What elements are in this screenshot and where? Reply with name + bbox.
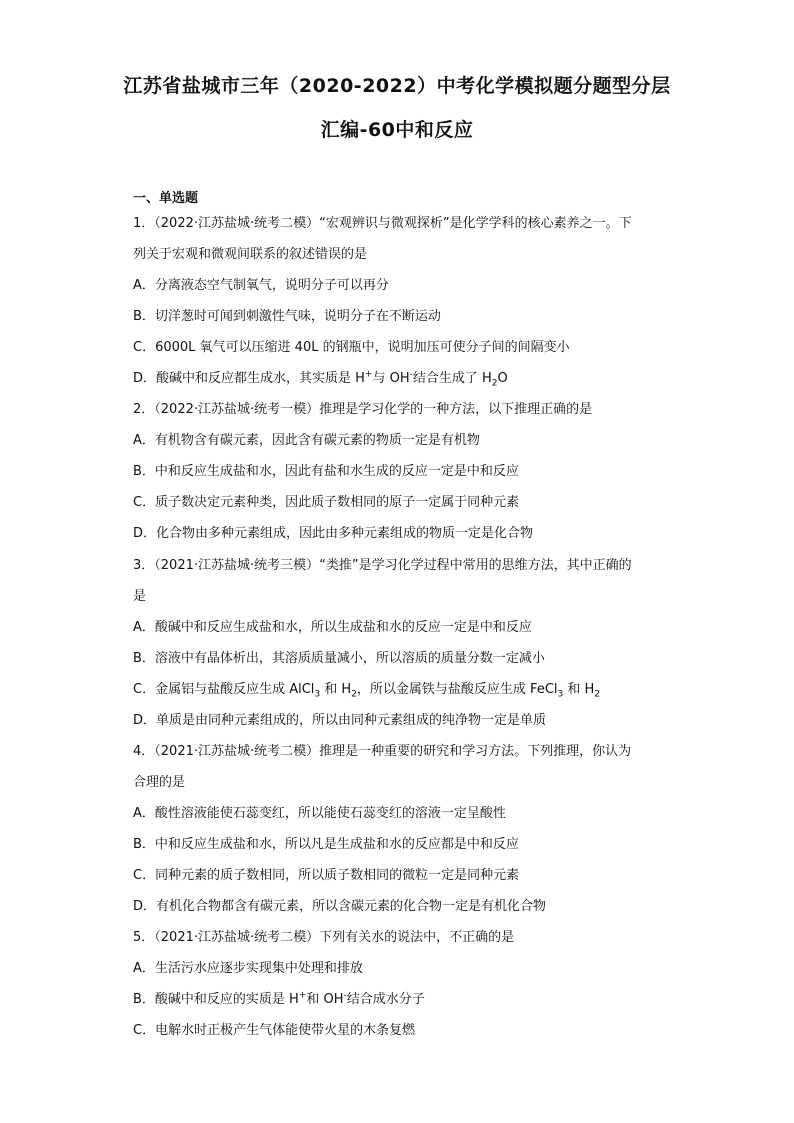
q3-c-mid: 和 H <box>320 682 352 697</box>
document-title-line2: 汇编-60中和反应 <box>320 119 474 141</box>
q2-stem: 2．（2022·江苏盐城·统考一模）推理是学习化学的一种方法，以下推理正确的是 <box>133 402 593 417</box>
section-heading: 一、单选题 <box>133 191 199 206</box>
q2-option-a: A．有机物含有碳元素，因此含有碳元素的物质一定是有机物 <box>133 433 480 448</box>
q2-option-b: B．中和反应生成盐和水，因此有盐和水生成的反应一定是中和反应 <box>133 464 519 479</box>
q3-c-sub4: 2 <box>594 689 601 700</box>
q4-option-c: C．同种元素的质子数相同，所以质子数相同的微粒一定是同种元素 <box>133 868 520 883</box>
q4-option-d: D．有机化合物都含有碳元素，所以含碳元素的化合物一定是有机化合物 <box>133 899 547 914</box>
q3-c-sub3: 3 <box>557 689 564 700</box>
q3-c-sub2: 2 <box>351 689 357 700</box>
q1-d-end: O <box>497 371 508 386</box>
q1-d-pre: D．酸碱中和反应都生成水，其实质是 H <box>133 371 365 386</box>
q1-d-minus: - <box>409 369 413 380</box>
q3-stem-line1: 3．（2021·江苏盐城·统考三模）“类推”是学习化学过程中常用的思维方法，其中正确的 <box>133 558 632 573</box>
q3-stem-line2: 是 <box>133 589 147 604</box>
q3-c-sub1: 3 <box>314 689 321 700</box>
q3-c-mid2: ，所以金属铁与盐酸反应生成 FeCl <box>356 682 558 697</box>
q5-b-plus: + <box>298 990 307 1001</box>
q1-option-d <box>133 367 508 389</box>
q4-option-b: B．中和反应生成盐和水，所以凡是生成盐和水的反应都是中和反应 <box>133 837 519 852</box>
q1-stem-line1: 1．（2022·江苏盐城·统考二模）“宏观辨识与微观探析”是化学学科的核心素养之一。下 <box>133 216 632 231</box>
q3-c-pre: C．金属铝与盐酸反应生成 AlCl <box>133 682 315 697</box>
q1-d-mid: 与 OH <box>372 371 410 386</box>
q3-option-a: A．酸碱中和反应生成盐和水，所以生成盐和水的反应一定是中和反应 <box>133 620 532 635</box>
q4-stem-line1: 4．（2021·江苏盐城·统考二模）推理是一种重要的研究和学习方法。下列推理，你认为 <box>133 744 632 759</box>
q3-option-c <box>133 678 601 700</box>
q5-b-minus: - <box>343 990 347 1001</box>
q5-b-mid: 和 OH <box>306 992 344 1007</box>
q2-option-d: D．化合物由多种元素组成，因此由多种元素组成的物质一定是化合物 <box>133 526 534 541</box>
q5-stem: 5．（2021·江苏盐城·统考二模）下列有关水的说法中，不正确的是 <box>133 930 515 945</box>
q1-stem-line2: 列关于宏观和微观间联系的叙述错误的是 <box>133 247 368 262</box>
document-title-line1: 江苏省盐城市三年（2020-2022）中考化学模拟题分题型分层 <box>123 75 671 97</box>
q5-b-end: 结合成水分子 <box>346 992 425 1007</box>
q4-option-a: A．酸性溶液能使石蕊变红，所以能使石蕊变红的溶液一定呈酸性 <box>133 806 506 821</box>
q1-option-a: A．分离液态空气制氧气，说明分子可以再分 <box>133 278 389 293</box>
q1-d-plus: + <box>364 369 373 380</box>
q5-option-a: A．生活污水应逐步实现集中处理和排放 <box>133 961 363 976</box>
q5-option-b <box>133 988 425 1007</box>
q5-option-c: C．电解水时正极产生气体能使带火星的木条复燃 <box>133 1023 416 1038</box>
q1-d-sub: 2 <box>491 378 498 389</box>
q1-d-mid2: 结合生成了 H <box>412 371 492 386</box>
q5-b-pre: B．酸碱中和反应的实质是 H <box>133 992 299 1007</box>
q1-option-b: B．切洋葱时可闻到刺激性气味，说明分子在不断运动 <box>133 309 441 324</box>
q3-option-b: B．溶液中有晶体析出，其溶质质量减小，所以溶质的质量分数一定减小 <box>133 651 545 666</box>
q3-c-mid3: 和 H <box>563 682 595 697</box>
q2-option-c: C．质子数决定元素种类，因此质子数相同的原子一定属于同种元素 <box>133 495 520 510</box>
q3-option-d: D．单质是由同种元素组成的，所以由同种元素组成的纯净物一定是单质 <box>133 713 547 728</box>
q4-stem-line2: 合理的是 <box>133 775 186 790</box>
q1-option-c: C．6000L 氧气可以压缩进 40L 的钢瓶中，说明加压可使分子间的间隔变小 <box>133 340 570 355</box>
